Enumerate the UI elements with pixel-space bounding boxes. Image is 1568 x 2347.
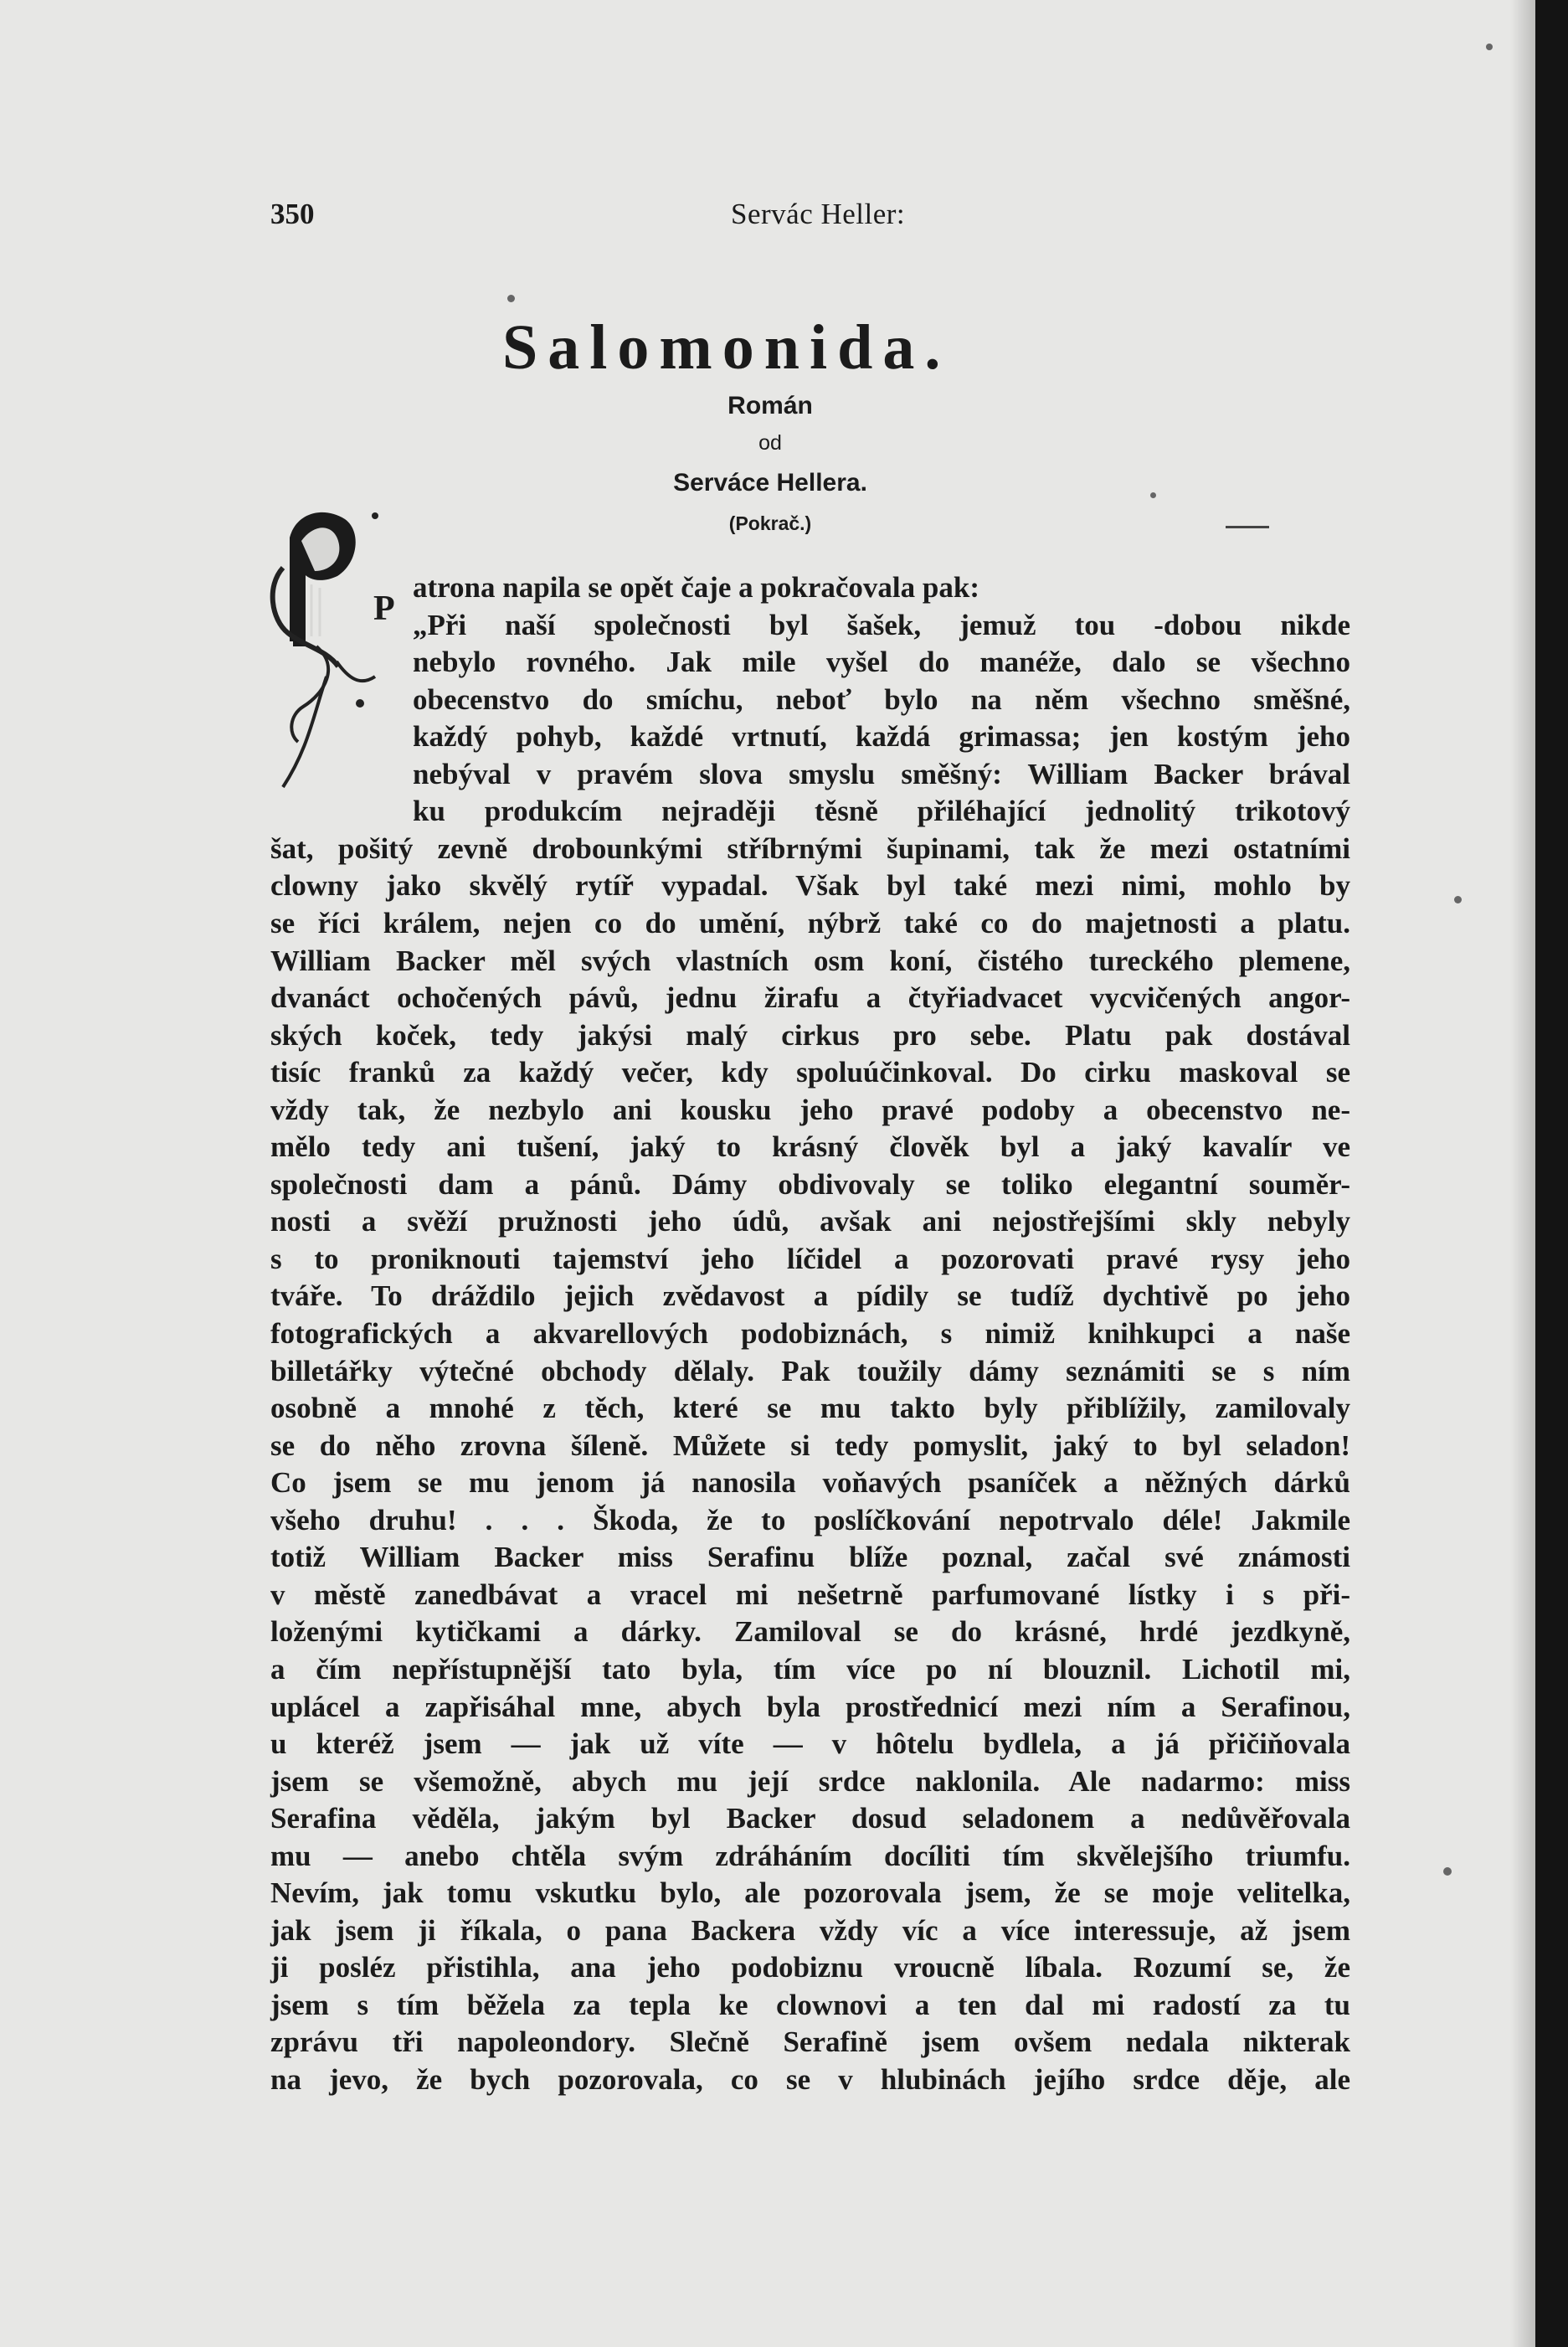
body-text-line: vždy tak, že nezbylo ani kousku jeho pravé podoby a obecenstvo ne- (270, 1093, 1350, 1126)
body-text-line: billetářky výtečné obchody dělaly. Pak toužily dámy seznámiti se s ním (270, 1354, 1350, 1387)
body-text-line: totiž William Backer miss Serafinu blíže poznal, začal své známosti (270, 1541, 1350, 1574)
body-text-line: s to proniknouti tajemství jeho líčidel a pozorovati pravé rysy jeho (270, 1242, 1350, 1275)
body-text-line: všeho druhu! . . . Škoda, že to poslíčkování nepotrvalo déle! Jakmile (270, 1503, 1350, 1536)
article-by: od (758, 431, 782, 455)
body-text-line: společnosti dam a pánů. Dámy obdivovaly se toliko elegantní souměr- (270, 1167, 1350, 1201)
body-text-line: každý pohyb, každé vrtnutí, každá grimassa; jen kostým jeho (413, 720, 1350, 754)
body-text-line: ských koček, tedy jakýsi malý cirkus pro sebe. Platu pak dostával (270, 1018, 1350, 1052)
scan-speck (1454, 896, 1462, 903)
scan-speck (1443, 1867, 1452, 1876)
body-text-line: u kteréž jsem — jak už víte — v hôtelu bydlela, a já přičiňovala (270, 1727, 1350, 1761)
body-text-line: v městě zanedbávat a vracel mi nešetrně parfumované lístky i s při- (270, 1578, 1350, 1611)
body-text-line: uplácel a zapřisáhal mne, abych byla prostřednicí mezi ním a Serafinou, (270, 1690, 1350, 1723)
body-text-line: nosti a svěží pružnosti jeho údů, avšak ani nejostřejšími skly nebyly (270, 1205, 1350, 1238)
body-text-line: William Backer měl svých vlastních osm koní, čistého tureckého plemene, (270, 944, 1350, 977)
body-text-line: a čím nepřístupnější tato byla, tím více po ní blouznil. Lichotil mi, (270, 1652, 1350, 1686)
body-text-line: Serafina věděla, jakým byl Backer dosud seladonem a nedůvěřovala (270, 1802, 1350, 1835)
page-number: 350 (270, 198, 315, 230)
body-text-line: „Při naší společnosti byl šašek, jemuž tou -dobou nikde (413, 608, 1350, 641)
body-text-line: šat, pošitý zevně drobounkými stříbrnými šupinami, tak že mezi ostatními (270, 831, 1350, 865)
body-text-line: zprávu tři napoleondory. Slečně Serafině jsem ovšem nedala nikterak (270, 2025, 1350, 2059)
scan-speck (507, 295, 515, 302)
body-text-line: atrona napila se opět čaje a pokračovala pak: (413, 571, 979, 604)
body-text-line: Co jsem se mu jenom já nanosila voňavých psaníček a něžných dárků (270, 1466, 1350, 1500)
body-text-line: jsem se všemožně, abych mu její srdce naklonila. Ale nadarmo: miss (270, 1764, 1350, 1798)
body-text-line: Nevím, jak tomu vskutku bylo, ale pozorovala jsem, že se moje velitelka, (270, 1876, 1350, 1910)
body-text-line: loženými kytičkami a dárky. Zamiloval se do krásné, hrdé jezdkyně, (270, 1615, 1350, 1649)
body-text-line: se říci králem, nejen co do umění, nýbrž také co do majetnosti a platu. (270, 906, 1350, 939)
body-text-line: ku produkcím nejraději těsně přiléhající jednolitý trikotový (413, 795, 1350, 828)
body-text-line: dvanáct ochočených pávů, jednu žirafu a čtyřiadvacet vycvičených angor- (270, 981, 1350, 1015)
body-text-line: nebýval v pravém slova smyslu směšný: William Backer brával (413, 757, 1350, 790)
decorative-initial-letter (268, 494, 419, 795)
scan-speck (1150, 492, 1156, 498)
initial-letter-glyph: P (373, 589, 395, 628)
scan-edge (1535, 0, 1568, 2347)
body-text-line: tváře. To dráždilo jejich zvědavost a pídily se tudíž dychtivě po jeho (270, 1279, 1350, 1313)
body-text-line: na jevo, že bych pozorovala, co se v hlubinách jejího srdce děje, ale (270, 2063, 1350, 2096)
body-text-line: fotografických a akvarellových podobiznách, s nimiž knihkupci a naše (270, 1317, 1350, 1350)
continuation-note: (Pokrač.) (728, 512, 812, 534)
page-edge-shadow (1510, 0, 1535, 2347)
running-title: Servác Heller: (731, 198, 906, 230)
running-head (270, 198, 1350, 234)
body-text-line: clowny jako skvělý rytíř vypadal. Však byl také mezi nimi, mohlo by (270, 869, 1350, 903)
body-text-line: tisíc franků za každý večer, kdy spoluúčinkoval. Do cirku maskoval se (270, 1056, 1350, 1089)
body-text-line: jsem s tím běžela za tepla ke clownovi a ten dal mi radostí za tu (270, 1988, 1350, 2021)
decorative-rule (1226, 526, 1269, 528)
body-text-line: jak jsem ji říkala, o pana Backera vždy víc a více interessuje, až jsem (270, 1913, 1350, 1947)
article-genre: Román (727, 392, 813, 419)
body-text-line: se do něho zrovna šíleně. Můžete si tedy pomyslit, jaký to byl seladon! (270, 1428, 1350, 1462)
body-text-line: obecenstvo do smíchu, neboť bylo na něm všechno směšné, (413, 682, 1350, 716)
body-text-line: nebylo rovného. Jak mile vyšel do manéže, dalo se všechno (413, 646, 1350, 679)
scan-speck (1486, 44, 1493, 50)
article-author: Serváce Hellera. (673, 469, 867, 497)
body-text-line: osobně a mnohé z těch, které se mu takto byly přiblížily, zamilovaly (270, 1392, 1350, 1425)
body-text-line: mu — anebo chtěla svým zdráháním docíliti tím skvělejšího triumfu. (270, 1839, 1350, 1872)
body-text-line: mělo tedy ani tušení, jaký to krásný člověk byl a jaký kavalír ve (270, 1130, 1350, 1164)
article-title: Salomonida. (502, 312, 951, 383)
body-text-line: ji posléz přistihla, ana jeho podobiznu vroucně líbala. Rozumí se, že (270, 1951, 1350, 1984)
